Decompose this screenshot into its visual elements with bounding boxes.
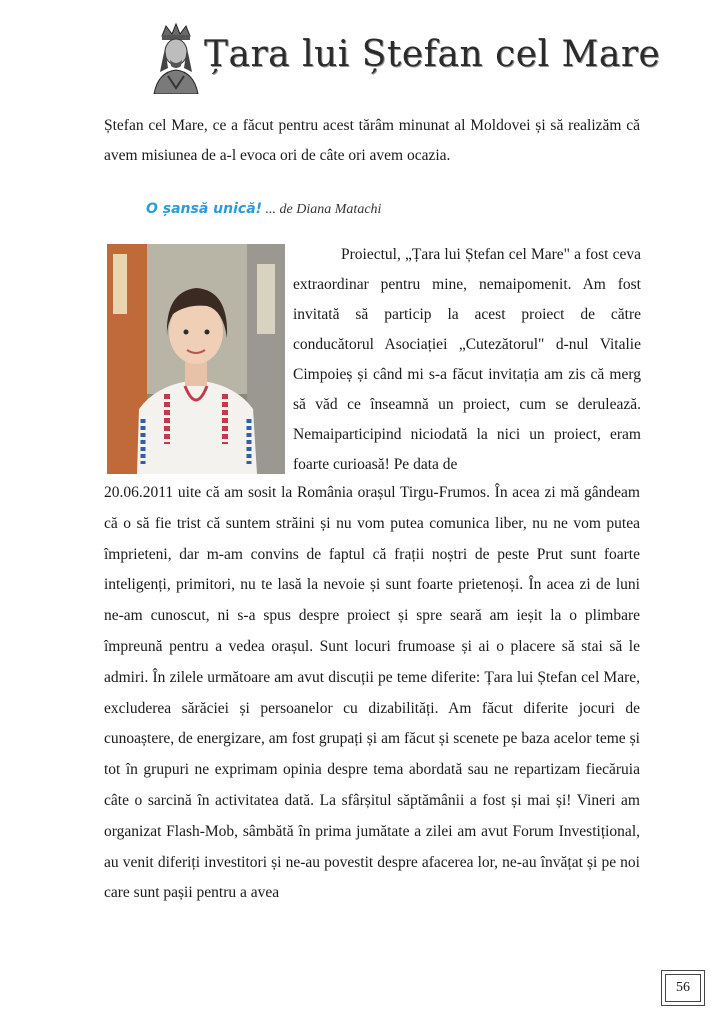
section-title: O șansă unică!: [146, 201, 263, 217]
crowned-king-portrait-icon: [148, 22, 204, 94]
page-header: [140, 22, 661, 94]
intro-paragraph: Ștefan cel Mare, ce a făcut pentru acest tărâm minunat al Moldovei și să realizăm că avem misiunea de a-l evoca ori de câte ori avem ocazia.: [104, 117, 640, 164]
section-author: ... de Diana Matachi: [262, 202, 382, 217]
header-title: Țara lui Ștefan cel Mare: [204, 34, 661, 75]
article-first-paragraph: Proiectul, „Țara lui Ștefan cel Mare" a fost ceva extraordinar pentru mine, nemaipomenit. Am fost invitată să particip la acest proiect de către conducătorul Asociației „Cutezătorul" d-nul Vitalie Cimpoieș și când mi s-a făcut invitația am zis că merg să văd ce înseamnă un proiect, cum se derulează. Nemaiparticipind niciodată la nici un proiect, eram foarte curioasă! Pe data de: [293, 246, 641, 473]
portrait-photo: [107, 244, 285, 474]
article-wrapped-text: [293, 240, 641, 480]
article-body: 20.06.2011 uite că am sosit la România orașul Tirgu-Frumos. În acea zi mă gândeam că o să fie trist că suntem străini și nu vom putea comunica liber, nu ne vom putea împrieteni, dar m-am convins de faptul că frații noștri de peste Prut sunt foarte inteligenți, primitori, nu te lasă la nevoie și sunt foarte prietenoși. În acea zi de luni ne-am cunoscut, ni s-a spus despre proiect și spre seară am ieșit la o plimbare împreună pentru a vedea orașul. Sunt locuri frumoase și ai o placere să stai să le admiri. În zilele următoare am avut discuții pe teme diferite: Țara lui Ștefan cel Mare, excluderea sărăciei și persoanelor cu dizabilități. Am făcut diferite jocuri de cunoaștere, de energizare, am fost grupați și am făcut și scenete pe baza acelor teme și tot în grupuri ne exprimam opinia despre tema abordată sau ne repartizam fiecăruia câte o sarcină în activitatea dată. La sfârșitul săptămânii a fost și mai și! Vineri am organizat Flash-Mob, sâmbătă în prima jumătate a zilei am avut Forum Investițional, au venit diferiți investitori și ne-au povestit despre afacerea lor, ne-au învățat și pe noi care sunt pașii pentru a avea: [104, 484, 640, 902]
portrait-photo-woman-icon: [107, 244, 285, 474]
page-number: 56: [661, 970, 705, 1006]
section-heading: [146, 201, 381, 218]
